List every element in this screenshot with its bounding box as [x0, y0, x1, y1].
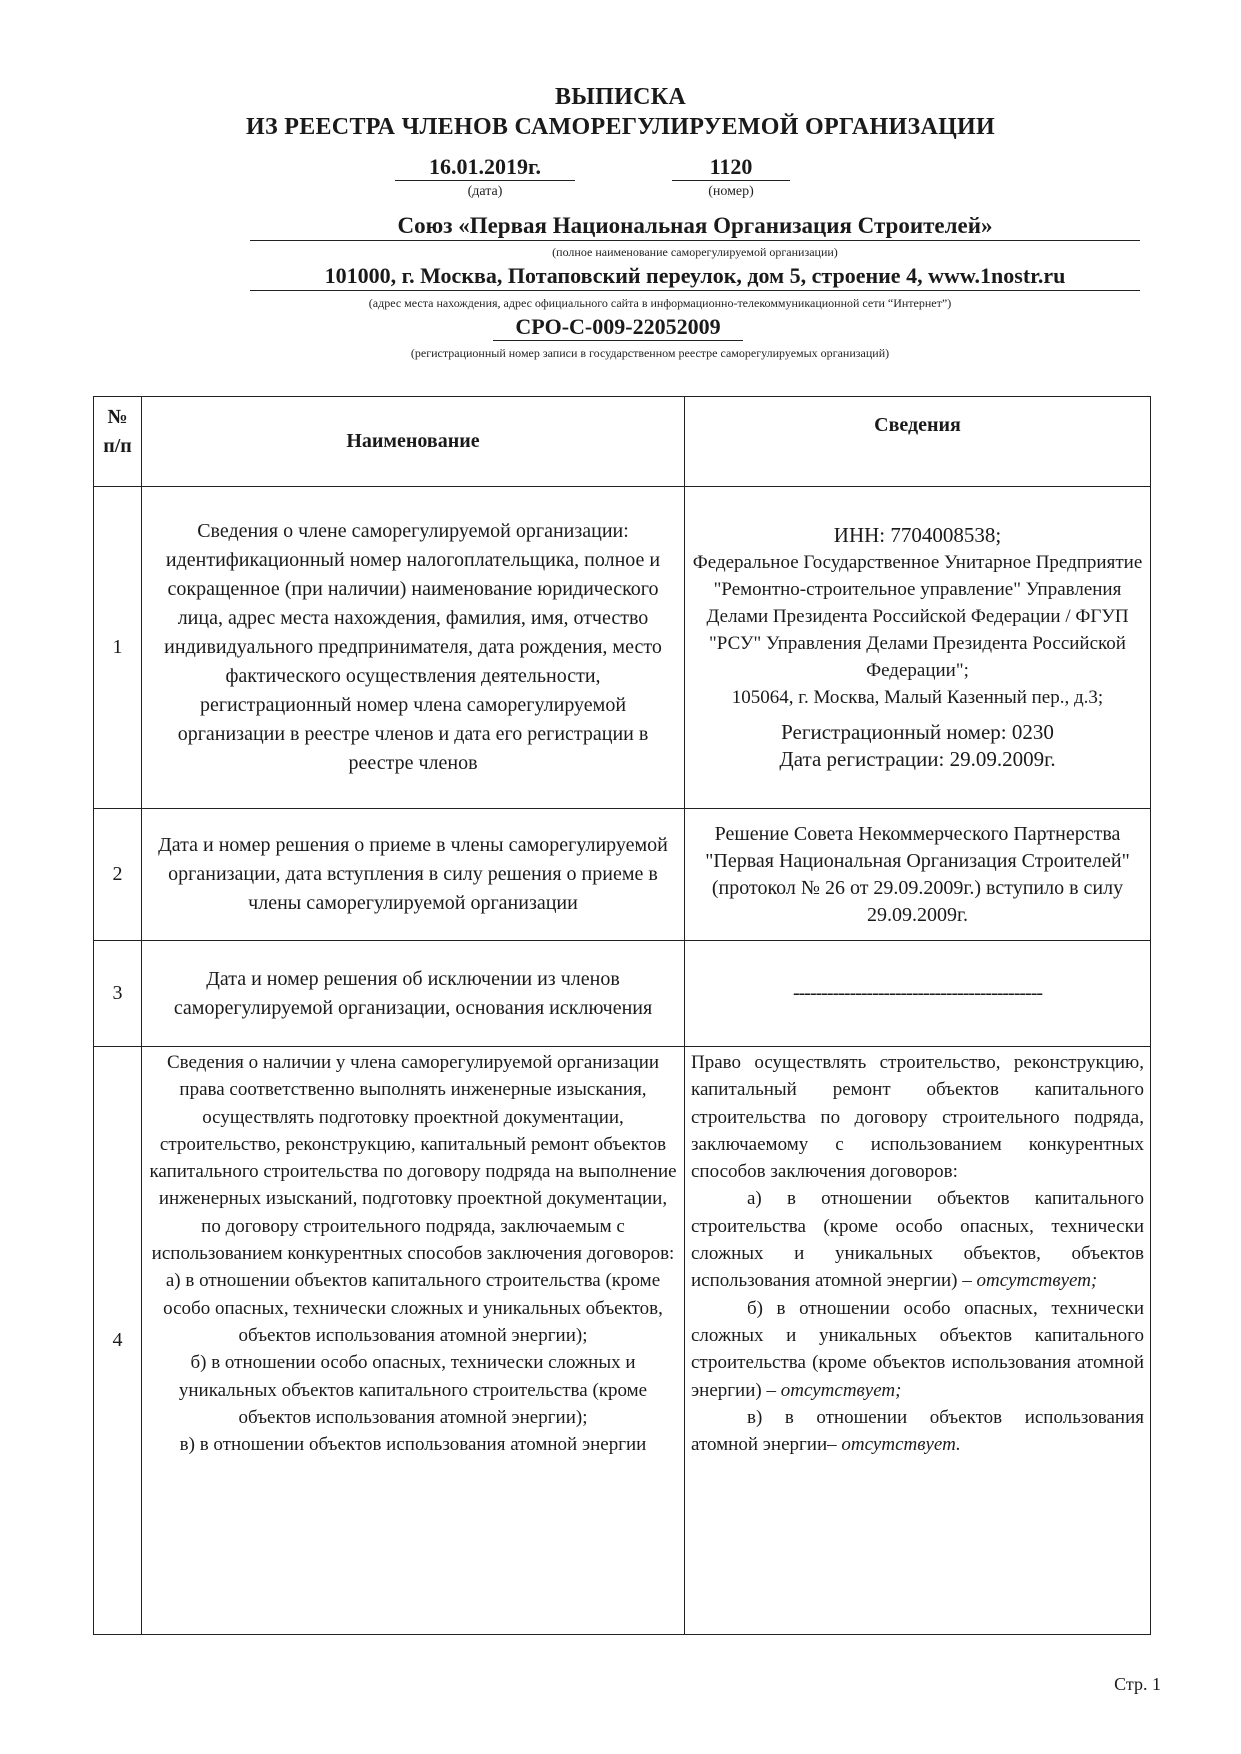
extract-date: 16.01.2019г.	[395, 154, 575, 181]
organization-address-caption: (адрес места нахождения, адрес официального сайта в информационно-телекоммуникационной сети “Интернет”)	[368, 296, 952, 310]
row-info: --------------------------------------------	[685, 941, 1151, 1047]
row-name: Дата и номер решения об исключении из членов саморегулируемой организации, основания исключения	[142, 941, 685, 1047]
column-header-number: № п/п	[94, 397, 142, 487]
right-item-b-text: б) в отношении особо опасных, технически сложных и уникальных объектов капитального строительства (кроме объектов использования атомной энергии) –	[691, 1297, 1144, 1401]
right-intro: Право осуществлять строительство, реконструкцию, капитальный ремонт объектов капитального строительства по договору строительного подряда, заключаемому с использованием конкурентных способов заключения договоров:	[691, 1052, 1144, 1183]
document-subtitle: ИЗ РЕЕСТРА ЧЛЕНОВ САМОРЕГУЛИРУЕМОЙ ОРГАНИЗАЦИИ	[246, 114, 995, 140]
organization-name-caption: (полное наименование саморегулируемой организации)	[552, 245, 838, 259]
row-name: Сведения о члене саморегулируемой организации: идентификационный номер налогоплательщика, полное и сокращенное (при наличии) наименование юридического лица, адрес места нахождения, фамилия, имя, отчество индивидуального предпринимателя, дата рождения, место фактического осуществления деятельности, регистрационный номер члена саморегулируемой организации в реестре членов и дата его регистрации в реестре членов	[142, 487, 685, 809]
member-reg-number: Регистрационный номер: 0230	[781, 720, 1054, 744]
right-item-b	[691, 1295, 1144, 1404]
right-item-c-text: в) в отношении объектов использования атомной энергии–	[691, 1406, 1144, 1456]
rights-item-b: б) в отношении особо опасных, технически сложных и уникальных объектов капитального строительства (кроме объектов использования атомной энергии);	[178, 1352, 648, 1428]
row-number: 2	[94, 809, 142, 941]
right-item-a-text: а) в отношении объектов капитального строительства (кроме особо опасных, технически сложных и уникальных объектов, объектов использования атомной энергии) –	[691, 1188, 1144, 1292]
member-address: 105064, г. Москва, Малый Казенный пер., д.3;	[731, 687, 1104, 708]
registry-table	[93, 396, 1151, 1635]
member-inn: ИНН: 7704008538;	[833, 523, 1002, 547]
table-row	[94, 809, 1151, 941]
document-title: ВЫПИСКА	[554, 84, 687, 110]
row-name: Дата и номер решения о приеме в члены саморегулируемой организации, дата вступления в силу решения о приеме в члены саморегулируемой организации	[142, 809, 685, 941]
rights-item-a: а) в отношении объектов капитального строительства (кроме особо опасных, технически сложных и уникальных объектов, объектов использования атомной энергии);	[163, 1270, 663, 1346]
row-info: Решение Совета Некоммерческого Партнерства "Первая Национальная Организация Строителей" (протокол № 26 от 29.09.2009г.) вступило в силу 29.09.2009г.	[685, 809, 1151, 941]
extract-number: 1120	[672, 154, 790, 181]
table-row	[94, 487, 1151, 809]
page-number: Стр. 1	[1114, 1674, 1161, 1694]
member-reg-date: Дата регистрации: 29.09.2009г.	[779, 747, 1056, 771]
member-full-name: Федеральное Государственное Унитарное Предприятие "Ремонтно-строительное управление" Управления Делами Президента Российской Федерации / ФГУП "РСУ" Управления Делами Президента Российской Федерации";	[692, 552, 1143, 681]
column-header-info: Сведения	[685, 397, 1151, 487]
right-item-c	[691, 1404, 1144, 1459]
row-number: 3	[94, 941, 142, 1047]
row-name	[142, 1047, 685, 1635]
number-caption: (номер)	[708, 184, 754, 199]
date-caption: (дата)	[467, 184, 503, 199]
row-info	[685, 487, 1151, 809]
right-item-a	[691, 1185, 1144, 1294]
row-number: 4	[94, 1047, 142, 1635]
right-item-c-status: отсутствует.	[841, 1434, 961, 1456]
rights-item-c: в) в отношении объектов использования атомной энергии	[179, 1434, 647, 1456]
rights-intro: Сведения о наличии у члена саморегулируемой организации права соответственно выполнять инженерные изыскания, осуществлять подготовку проектной документации, строительство, реконструкцию, капитальный ремонт объектов капитального строительства по договору подряда на выполнение инженерных изысканий, подготовку проектной документации, по договору строительного подряда, заключаемым с использованием конкурентных способов заключения договоров:	[149, 1052, 677, 1265]
table-row	[94, 941, 1151, 1047]
sro-registration-number: СРО-С-009-22052009	[493, 314, 743, 341]
row-number: 1	[94, 487, 142, 809]
sro-registration-caption: (регистрационный номер записи в государственном реестре саморегулируемых организаций)	[410, 346, 890, 360]
row-info	[685, 1047, 1151, 1635]
right-item-b-status: отсутствует;	[780, 1379, 902, 1401]
organization-name: Союз «Первая Национальная Организация Строителей»	[250, 212, 1140, 241]
organization-address: 101000, г. Москва, Потаповский переулок, дом 5, строение 4, www.1nostr.ru	[250, 262, 1140, 291]
right-item-a-status: отсутствует;	[976, 1270, 1098, 1292]
table-header-row	[94, 397, 1151, 487]
table-row	[94, 1047, 1151, 1635]
column-header-name: Наименование	[142, 397, 685, 487]
